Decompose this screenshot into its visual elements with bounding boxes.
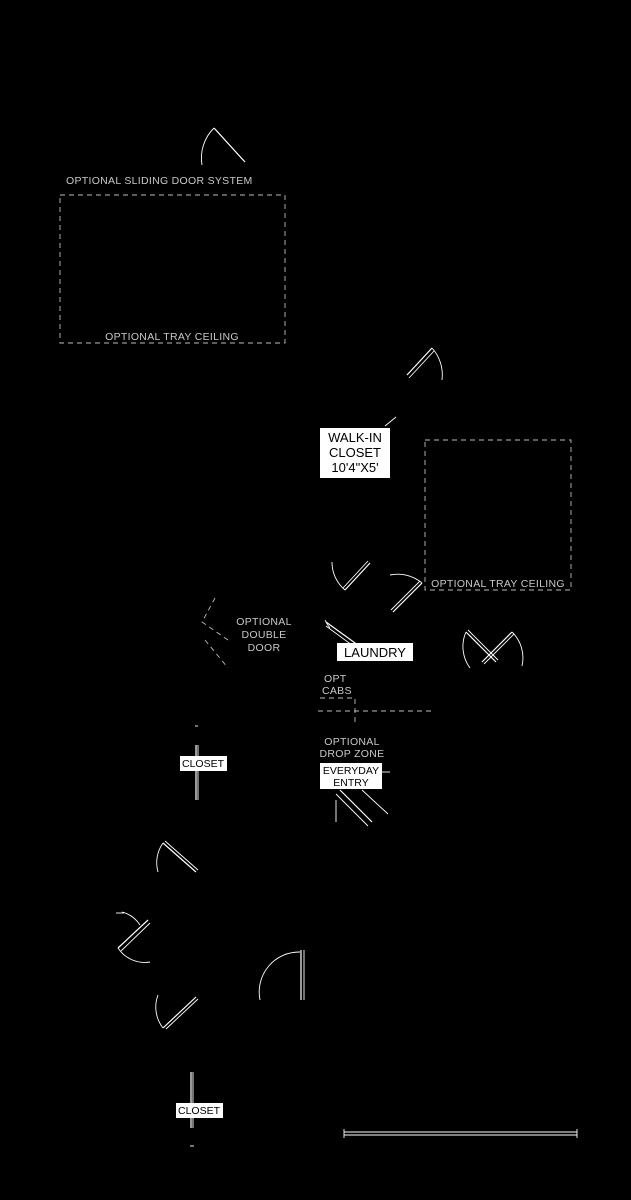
opt-cabs-line1: OPT [324, 673, 347, 685]
door-swing-entry [336, 790, 388, 826]
closet-wall-stub [385, 417, 396, 426]
optional-sliding-door-system-label: OPTIONAL SLIDING DOOR SYSTEM [66, 175, 253, 187]
closet-2-text: CLOSET [177, 1105, 221, 1117]
optional-tray-ceiling-label-1: OPTIONAL TRAY CEILING [105, 331, 239, 343]
optional-double-door-swing [202, 598, 228, 668]
laundry-text: LAUNDRY [344, 645, 406, 660]
tray-ceiling-outline-2 [425, 440, 571, 590]
optional-drop-zone-line1: OPTIONAL [324, 736, 380, 748]
walk-in-closet-label [320, 428, 390, 478]
door-swing-laundry-upper [332, 561, 370, 590]
tray-ceiling-outline-1 [60, 195, 285, 343]
door-swing-lower-1 [157, 841, 198, 872]
everyday-entry-line2: ENTRY [333, 777, 369, 789]
closet-1-text: CLOSET [181, 758, 225, 770]
optional-drop-zone-line2: DROP ZONE [319, 748, 385, 760]
door-swing-right-upper [407, 348, 442, 380]
door-swing-center-lower [259, 950, 304, 1000]
laundry-label [337, 643, 413, 661]
door-swing-lower-2 [116, 912, 150, 962]
opt-cabs-outline [318, 698, 433, 725]
everyday-entry-label [320, 763, 382, 789]
opt-cabs-line2: CABS [322, 685, 352, 697]
walk-in-closet-line2: CLOSET [328, 445, 382, 460]
door-swing-laundry-right [390, 574, 422, 612]
double-door-swing-right [463, 630, 523, 668]
optional-double-door-line3: DOOR [247, 642, 281, 654]
closet-label-2 [176, 1103, 223, 1118]
walk-in-closet-line1: WALK-IN [328, 430, 382, 445]
door-swing-lower-3 [156, 995, 198, 1029]
walk-in-closet-dims: 10'4"X5' [331, 460, 379, 475]
optional-tray-ceiling-label-2: OPTIONAL TRAY CEILING [431, 578, 565, 590]
everyday-entry-line1: EVERYDAY [322, 765, 380, 777]
optional-double-door-line1: OPTIONAL [236, 616, 292, 628]
closet-label-1 [180, 756, 227, 771]
optional-double-door-line2: DOUBLE [241, 629, 287, 641]
door-swing-top [201, 128, 245, 165]
bottom-wall-line [344, 1129, 577, 1138]
